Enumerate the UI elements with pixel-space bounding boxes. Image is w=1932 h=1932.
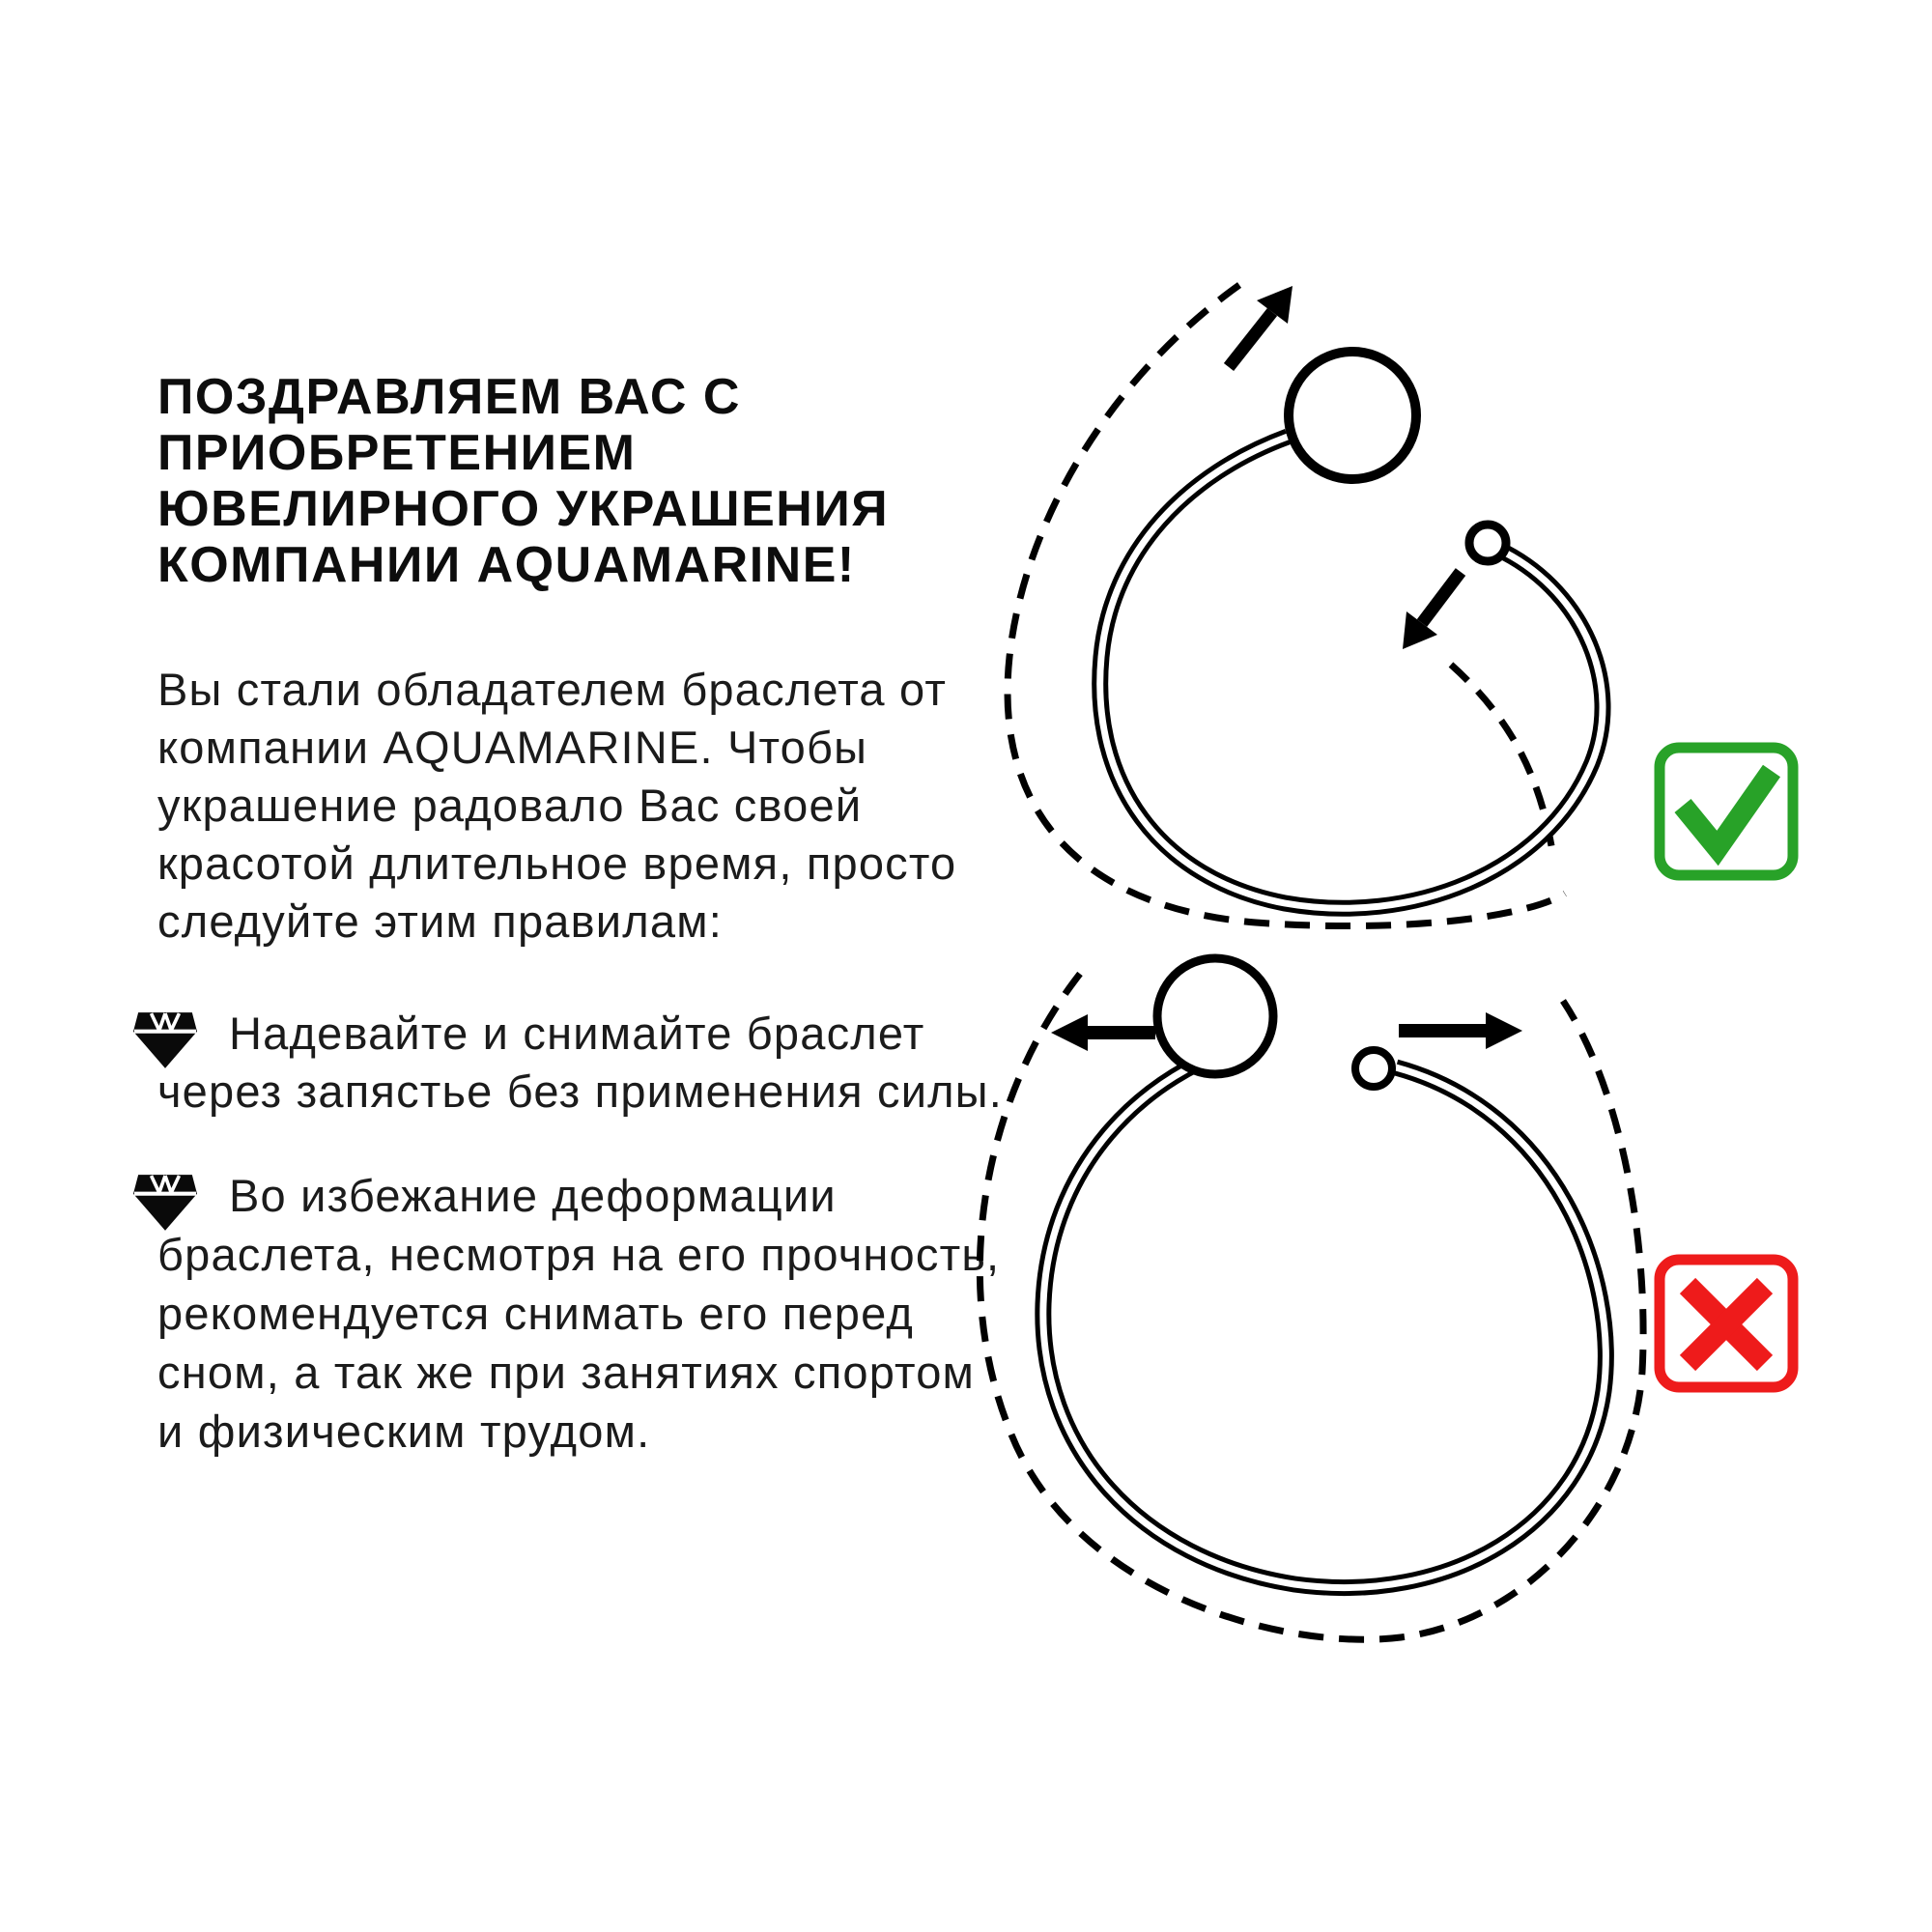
twist-down-arrow: [1403, 572, 1461, 649]
intro-line: компании AQUAMARINE. Чтобы: [157, 722, 868, 773]
rule-line: Надевайте и снимайте браслет: [229, 1008, 925, 1059]
pull-left-arrow: [1051, 1014, 1155, 1051]
small-end-ball: [1469, 525, 1506, 561]
small-end-ball: [1355, 1050, 1392, 1087]
large-end-ball: [1289, 352, 1416, 479]
heading-line: КОМПАНИИ AQUAMARINE!: [157, 537, 856, 593]
correct-checkmark-icon: [1654, 742, 1799, 882]
heading-line: ЮВЕЛИРНОГО УКРАШЕНИЯ: [157, 481, 890, 537]
rule-line: сном, а так же при занятиях спортом: [157, 1347, 976, 1398]
diamond-icon: [133, 1010, 197, 1070]
dashed-ghost-arc: [1008, 285, 1565, 926]
rule-line: Во избежание деформации: [229, 1170, 837, 1221]
bracelet-incorrect-illustration: [947, 927, 1662, 1681]
bracelet-correct-illustration: [947, 213, 1662, 976]
intro-line: следуйте этим правилам:: [157, 895, 723, 947]
twist-up-arrow: [1229, 286, 1293, 367]
intro-line: красотой длительное время, просто: [157, 838, 957, 889]
intro-line: украшение радовало Вас своей: [157, 780, 863, 831]
heading-line: ПРИОБРЕТЕНИЕМ: [157, 425, 637, 481]
rule-line: через запястье без применения силы.: [157, 1065, 1004, 1117]
rule-line: рекомендуется снимать его перед: [157, 1288, 915, 1339]
intro-line: Вы стали обладателем браслета от: [157, 664, 948, 715]
large-end-ball: [1157, 958, 1273, 1074]
heading-line: ПОЗДРАВЛЯЕМ ВАС С: [157, 369, 741, 425]
incorrect-cross-icon: [1654, 1254, 1799, 1394]
rule-line: и физическим трудом.: [157, 1406, 651, 1457]
diamond-icon: [133, 1173, 197, 1233]
pull-right-arrow: [1399, 1012, 1522, 1049]
dashed-ghost-arc: [980, 974, 1643, 1639]
rule-line: браслета, несмотря на его прочность,: [157, 1229, 1001, 1280]
